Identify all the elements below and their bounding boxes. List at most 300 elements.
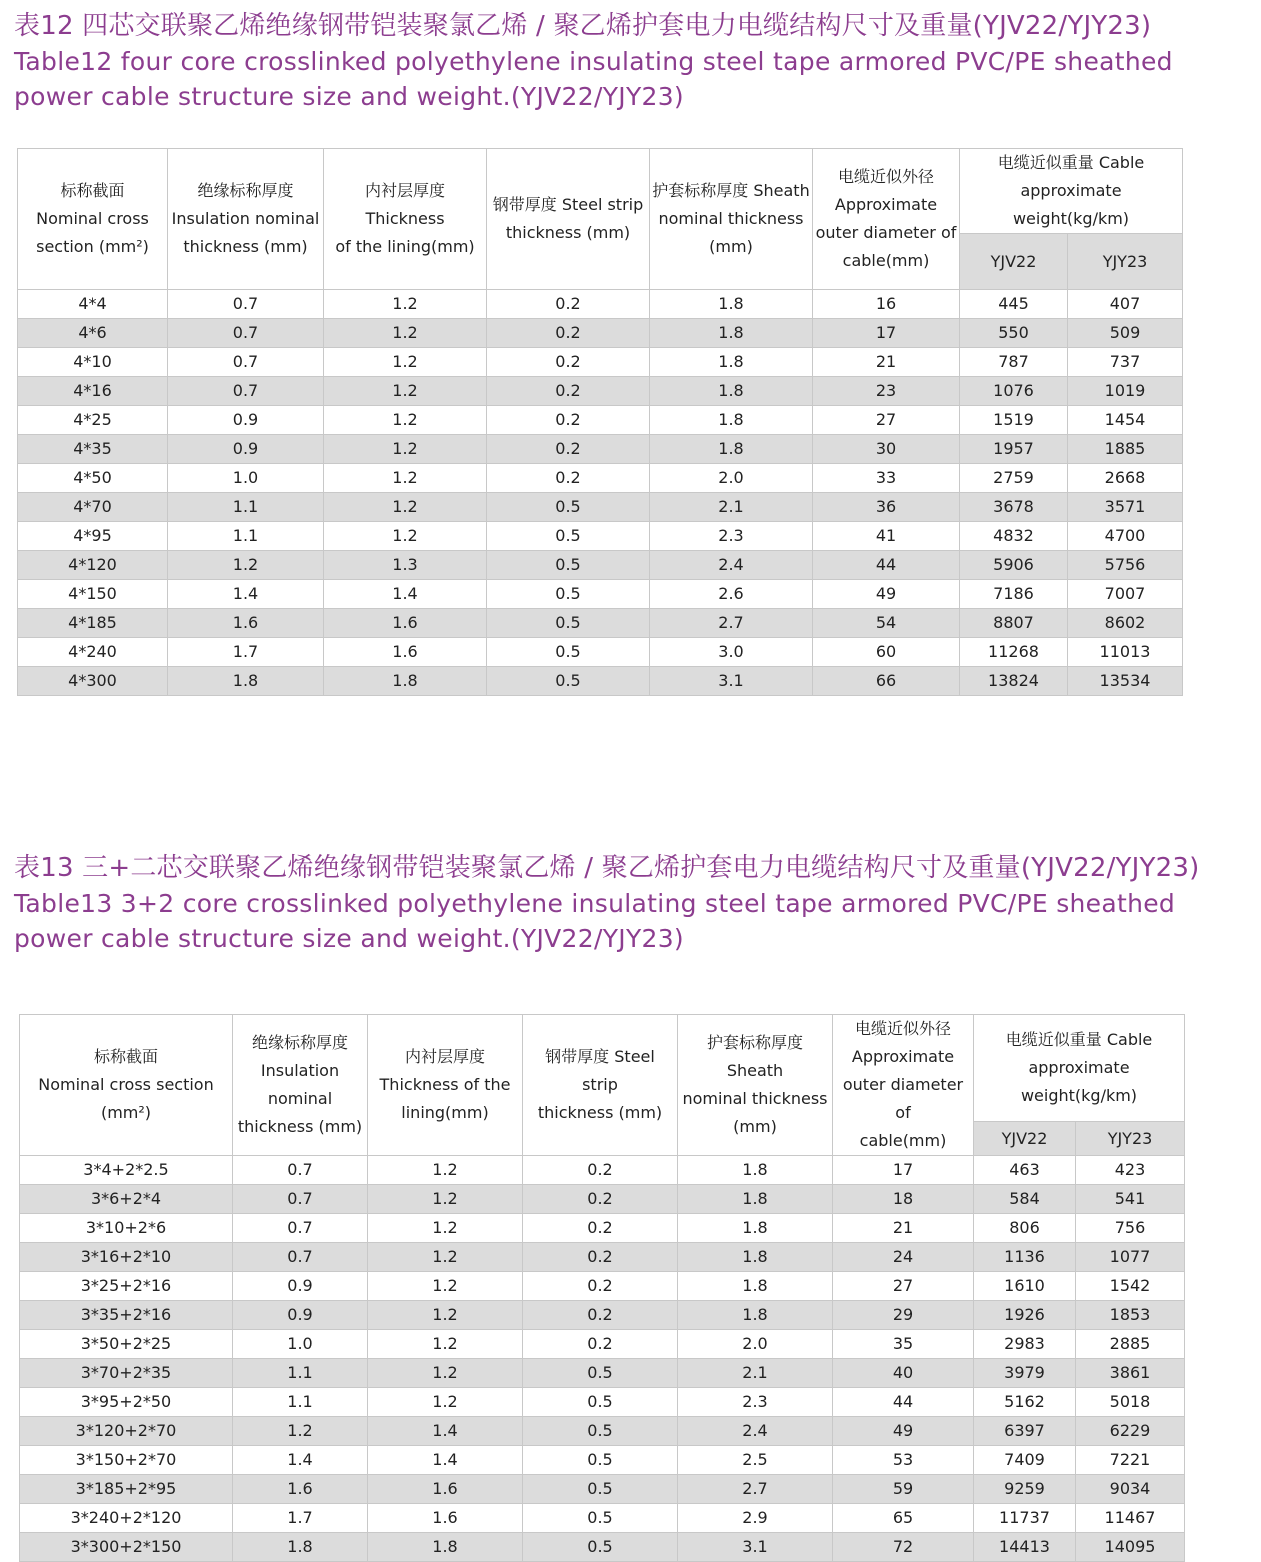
cell-lining: 1.2 bbox=[368, 1214, 523, 1243]
cell-sheath: 1.8 bbox=[650, 348, 813, 377]
header-line: of the lining(mm) bbox=[335, 237, 475, 256]
table13-header bbox=[20, 1015, 1185, 1156]
cell-steel: 0.5 bbox=[523, 1388, 678, 1417]
cell-weight-yjy23: 1019 bbox=[1068, 377, 1183, 406]
cell-steel: 0.2 bbox=[487, 435, 650, 464]
cell-weight-yjv22: 8807 bbox=[960, 609, 1068, 638]
header-line: 电缆近似外径 bbox=[837, 167, 934, 186]
cell-insulation: 0.7 bbox=[233, 1243, 368, 1272]
cell-steel: 0.5 bbox=[487, 493, 650, 522]
cell-weight-yjv22: 2983 bbox=[974, 1330, 1076, 1359]
cell-diameter: 21 bbox=[833, 1214, 974, 1243]
cell-steel: 0.2 bbox=[523, 1301, 678, 1330]
cell-steel: 0.2 bbox=[523, 1272, 678, 1301]
table-row bbox=[20, 1417, 1185, 1446]
cell-sheath: 1.8 bbox=[650, 377, 813, 406]
cell-weight-yjv22: 2759 bbox=[960, 464, 1068, 493]
cell-diameter: 65 bbox=[833, 1504, 974, 1533]
table-row bbox=[20, 1156, 1185, 1185]
cell-section: 4*25 bbox=[18, 406, 168, 435]
cell-insulation: 0.7 bbox=[168, 377, 324, 406]
cell-weight-yjv22: 584 bbox=[974, 1185, 1076, 1214]
cell-lining: 1.2 bbox=[324, 406, 487, 435]
table-row bbox=[18, 667, 1183, 696]
cell-insulation: 1.0 bbox=[168, 464, 324, 493]
cell-lining: 1.2 bbox=[324, 435, 487, 464]
cell-lining: 1.6 bbox=[368, 1504, 523, 1533]
cell-weight-yjy23: 407 bbox=[1068, 290, 1183, 319]
header-line: thickness (mm) bbox=[505, 223, 631, 242]
table-row bbox=[18, 377, 1183, 406]
table12-header bbox=[18, 149, 1183, 290]
table-row bbox=[20, 1301, 1185, 1330]
cell-lining: 1.2 bbox=[368, 1156, 523, 1185]
header-line: 内衬层厚度 bbox=[404, 1047, 485, 1066]
cell-steel: 0.5 bbox=[487, 551, 650, 580]
cell-insulation: 0.9 bbox=[168, 406, 324, 435]
cell-sheath: 1.8 bbox=[650, 290, 813, 319]
table-row bbox=[18, 464, 1183, 493]
cell-weight-yjy23: 13534 bbox=[1068, 667, 1183, 696]
cell-steel: 0.2 bbox=[523, 1185, 678, 1214]
cell-insulation: 1.4 bbox=[233, 1446, 368, 1475]
header-line: lining(mm) bbox=[401, 1103, 489, 1122]
table-row bbox=[20, 1446, 1185, 1475]
table13-body bbox=[20, 1156, 1185, 1562]
table-row bbox=[20, 1504, 1185, 1533]
cell-steel: 0.5 bbox=[523, 1359, 678, 1388]
table13-header-lining bbox=[368, 1015, 523, 1156]
cell-weight-yjv22: 6397 bbox=[974, 1417, 1076, 1446]
cell-section: 3*6+2*4 bbox=[20, 1185, 233, 1214]
cell-steel: 0.5 bbox=[523, 1504, 678, 1533]
cell-diameter: 33 bbox=[813, 464, 960, 493]
cell-lining: 1.3 bbox=[324, 551, 487, 580]
cell-weight-yjv22: 1076 bbox=[960, 377, 1068, 406]
header-line: weight(kg/km) bbox=[1020, 1086, 1138, 1106]
cell-sheath: 1.8 bbox=[678, 1156, 833, 1185]
cell-insulation: 1.8 bbox=[233, 1533, 368, 1562]
cell-sheath: 2.1 bbox=[650, 493, 813, 522]
header-line: 绝缘标称厚度 bbox=[251, 1033, 348, 1052]
cell-sheath: 2.1 bbox=[678, 1359, 833, 1388]
header-line: outer diameter of bbox=[815, 223, 957, 242]
cell-insulation: 0.7 bbox=[233, 1185, 368, 1214]
cell-insulation: 1.4 bbox=[168, 580, 324, 609]
cell-weight-yjy23: 7007 bbox=[1068, 580, 1183, 609]
cell-section: 4*300 bbox=[18, 667, 168, 696]
cell-insulation: 1.8 bbox=[168, 667, 324, 696]
header-line: (mm) bbox=[733, 1117, 777, 1136]
table12 bbox=[17, 148, 1183, 696]
table12-header-insulation bbox=[168, 149, 324, 290]
table-row bbox=[20, 1330, 1185, 1359]
header-line: 护套标称厚度Sheath bbox=[706, 1033, 803, 1080]
cell-steel: 0.5 bbox=[523, 1533, 678, 1562]
cell-insulation: 0.7 bbox=[168, 290, 324, 319]
cell-sheath: 2.9 bbox=[678, 1504, 833, 1533]
cell-diameter: 35 bbox=[833, 1330, 974, 1359]
cell-steel: 0.2 bbox=[487, 319, 650, 348]
table12-body bbox=[18, 290, 1183, 696]
cell-weight-yjv22: 3678 bbox=[960, 493, 1068, 522]
cell-insulation: 1.6 bbox=[168, 609, 324, 638]
table-row bbox=[18, 319, 1183, 348]
cell-diameter: 27 bbox=[833, 1272, 974, 1301]
cell-insulation: 0.9 bbox=[233, 1272, 368, 1301]
cell-sheath: 1.8 bbox=[678, 1301, 833, 1330]
cell-diameter: 29 bbox=[833, 1301, 974, 1330]
table13-header-steel bbox=[523, 1015, 678, 1156]
cell-steel: 0.2 bbox=[523, 1156, 678, 1185]
table-row bbox=[18, 406, 1183, 435]
header-line: 电缆近似重量 Cable bbox=[1005, 1030, 1153, 1050]
cell-weight-yjv22: 1926 bbox=[974, 1301, 1076, 1330]
cell-weight-yjy23: 5756 bbox=[1068, 551, 1183, 580]
cell-diameter: 60 bbox=[813, 638, 960, 667]
cell-sheath: 2.4 bbox=[650, 551, 813, 580]
cell-weight-yjy23: 4700 bbox=[1068, 522, 1183, 551]
cell-insulation: 1.1 bbox=[233, 1359, 368, 1388]
cell-weight-yjy23: 509 bbox=[1068, 319, 1183, 348]
table12-header-lining bbox=[324, 149, 487, 290]
table-row bbox=[18, 551, 1183, 580]
cell-weight-yjv22: 14413 bbox=[974, 1533, 1076, 1562]
cell-section: 3*50+2*25 bbox=[20, 1330, 233, 1359]
cell-diameter: 17 bbox=[833, 1156, 974, 1185]
cell-weight-yjy23: 1542 bbox=[1076, 1272, 1185, 1301]
header-line: 标称截面 bbox=[93, 1047, 158, 1066]
cell-sheath: 2.0 bbox=[678, 1330, 833, 1359]
cell-section: 3*10+2*6 bbox=[20, 1214, 233, 1243]
cell-lining: 1.4 bbox=[368, 1417, 523, 1446]
cell-weight-yjy23: 7221 bbox=[1076, 1446, 1185, 1475]
cell-steel: 0.2 bbox=[487, 377, 650, 406]
table13-header-weight bbox=[974, 1015, 1185, 1122]
cell-sheath: 1.8 bbox=[678, 1243, 833, 1272]
header-line: nominal bbox=[267, 1089, 333, 1108]
cell-lining: 1.2 bbox=[368, 1330, 523, 1359]
cell-section: 4*240 bbox=[18, 638, 168, 667]
header-line: Thickness of the bbox=[379, 1075, 511, 1094]
cell-section: 4*10 bbox=[18, 348, 168, 377]
cell-sheath: 1.8 bbox=[678, 1214, 833, 1243]
table12-title-cn: 表12 四芯交联聚乙烯绝缘钢带铠装聚氯乙烯 / 聚乙烯护套电力电缆结构尺寸及重量(YJV22/YJY23) bbox=[14, 11, 1152, 41]
header-line: (mm²) bbox=[100, 1103, 152, 1122]
cell-insulation: 1.6 bbox=[233, 1475, 368, 1504]
cell-steel: 0.2 bbox=[487, 464, 650, 493]
cell-section: 3*150+2*70 bbox=[20, 1446, 233, 1475]
cell-lining: 1.2 bbox=[368, 1388, 523, 1417]
header-line: Approximate bbox=[851, 1047, 955, 1066]
cell-weight-yjv22: 1957 bbox=[960, 435, 1068, 464]
cell-lining: 1.2 bbox=[368, 1272, 523, 1301]
header-line: 护套标称厚度 Sheath bbox=[652, 181, 810, 200]
cell-lining: 1.4 bbox=[324, 580, 487, 609]
table-row bbox=[20, 1272, 1185, 1301]
cell-section: 3*185+2*95 bbox=[20, 1475, 233, 1504]
cell-weight-yjy23: 1454 bbox=[1068, 406, 1183, 435]
cell-lining: 1.8 bbox=[368, 1533, 523, 1562]
cell-diameter: 27 bbox=[813, 406, 960, 435]
table12-header-section bbox=[18, 149, 168, 290]
table13-title-en: Table13 3+2 core crosslinked polyethylene insulating steel tape armored PVC/PE sheathed power cable structure size and weight.(YJV22/YJY23) bbox=[14, 889, 1176, 953]
header-line: 标称截面 bbox=[60, 181, 125, 200]
cell-lining: 1.2 bbox=[368, 1301, 523, 1330]
header-line: thickness (mm) bbox=[537, 1103, 663, 1122]
cell-diameter: 66 bbox=[813, 667, 960, 696]
cell-weight-yjy23: 423 bbox=[1076, 1156, 1185, 1185]
cell-diameter: 36 bbox=[813, 493, 960, 522]
table12-header-yjv22: YJV22 bbox=[960, 234, 1068, 290]
cell-steel: 0.5 bbox=[487, 609, 650, 638]
table12-title-en: Table12 four core crosslinked polyethylene insulating steel tape armored PVC/PE sheathed power cable structure size and weight.(YJV22/YJY23) bbox=[14, 47, 1173, 111]
cell-section: 3*4+2*2.5 bbox=[20, 1156, 233, 1185]
table-row bbox=[18, 435, 1183, 464]
cell-diameter: 24 bbox=[833, 1243, 974, 1272]
cell-section: 4*6 bbox=[18, 319, 168, 348]
table12-header-diameter bbox=[813, 149, 960, 290]
header-line: 绝缘标称厚度 bbox=[197, 181, 294, 200]
cell-diameter: 40 bbox=[833, 1359, 974, 1388]
header-line: thickness (mm) bbox=[183, 237, 308, 256]
cell-sheath: 2.7 bbox=[678, 1475, 833, 1504]
cell-lining: 1.2 bbox=[324, 319, 487, 348]
header-line: nominal thickness bbox=[682, 1089, 828, 1108]
cell-section: 3*16+2*10 bbox=[20, 1243, 233, 1272]
table-row bbox=[20, 1533, 1185, 1562]
header-line: nominal thickness bbox=[658, 209, 804, 228]
table13-header-insulation bbox=[233, 1015, 368, 1156]
cell-weight-yjy23: 2668 bbox=[1068, 464, 1183, 493]
cell-insulation: 1.1 bbox=[233, 1388, 368, 1417]
cell-steel: 0.2 bbox=[487, 290, 650, 319]
cell-sheath: 2.3 bbox=[678, 1388, 833, 1417]
cell-sheath: 3.0 bbox=[650, 638, 813, 667]
cell-steel: 0.2 bbox=[487, 406, 650, 435]
cell-diameter: 17 bbox=[813, 319, 960, 348]
table13-title-cn: 表13 三+二芯交联聚乙烯绝缘钢带铠装聚氯乙烯 / 聚乙烯护套电力电缆结构尺寸及重量(YJV22/YJY23) bbox=[14, 853, 1200, 883]
cell-steel: 0.5 bbox=[487, 522, 650, 551]
table13 bbox=[19, 1014, 1185, 1562]
cell-section: 3*70+2*35 bbox=[20, 1359, 233, 1388]
cell-weight-yjy23: 756 bbox=[1076, 1214, 1185, 1243]
cell-weight-yjv22: 7186 bbox=[960, 580, 1068, 609]
cell-diameter: 23 bbox=[813, 377, 960, 406]
header-line: 内衬层厚度 Thickness bbox=[364, 181, 445, 228]
cell-weight-yjv22: 3979 bbox=[974, 1359, 1076, 1388]
header-line: cable(mm) bbox=[859, 1131, 947, 1150]
cell-diameter: 72 bbox=[833, 1533, 974, 1562]
cell-weight-yjy23: 3861 bbox=[1076, 1359, 1185, 1388]
cell-insulation: 1.7 bbox=[233, 1504, 368, 1533]
table-row bbox=[20, 1243, 1185, 1272]
header-line: approximate bbox=[1028, 1058, 1130, 1078]
cell-insulation: 0.7 bbox=[168, 319, 324, 348]
cell-section: 3*240+2*120 bbox=[20, 1504, 233, 1533]
cell-sheath: 1.8 bbox=[650, 319, 813, 348]
cell-sheath: 1.8 bbox=[650, 435, 813, 464]
table13-header-section bbox=[20, 1015, 233, 1156]
cell-sheath: 3.1 bbox=[650, 667, 813, 696]
cell-weight-yjv22: 13824 bbox=[960, 667, 1068, 696]
cell-steel: 0.2 bbox=[523, 1243, 678, 1272]
cell-diameter: 53 bbox=[833, 1446, 974, 1475]
cell-weight-yjy23: 14095 bbox=[1076, 1533, 1185, 1562]
table-row bbox=[18, 609, 1183, 638]
cell-section: 3*35+2*16 bbox=[20, 1301, 233, 1330]
cell-steel: 0.2 bbox=[523, 1214, 678, 1243]
cell-sheath: 2.6 bbox=[650, 580, 813, 609]
header-line: 钢带厚度 Steel strip bbox=[545, 1047, 655, 1094]
cell-lining: 1.2 bbox=[368, 1243, 523, 1272]
cell-section: 4*185 bbox=[18, 609, 168, 638]
header-line: approximate weight(kg/km) bbox=[1012, 181, 1130, 228]
table-row bbox=[20, 1388, 1185, 1417]
cell-section: 4*16 bbox=[18, 377, 168, 406]
cell-section: 4*150 bbox=[18, 580, 168, 609]
table12-header-steel bbox=[487, 149, 650, 290]
table-row bbox=[18, 522, 1183, 551]
table-row bbox=[18, 493, 1183, 522]
cell-insulation: 0.7 bbox=[233, 1156, 368, 1185]
cell-weight-yjv22: 1519 bbox=[960, 406, 1068, 435]
cell-weight-yjv22: 11268 bbox=[960, 638, 1068, 667]
cell-lining: 1.6 bbox=[324, 638, 487, 667]
cell-weight-yjv22: 550 bbox=[960, 319, 1068, 348]
cell-weight-yjy23: 9034 bbox=[1076, 1475, 1185, 1504]
cell-weight-yjy23: 11013 bbox=[1068, 638, 1183, 667]
header-line: thickness (mm) bbox=[237, 1117, 363, 1136]
header-line: cable(mm) bbox=[842, 251, 930, 270]
table-row bbox=[20, 1359, 1185, 1388]
cell-lining: 1.2 bbox=[324, 290, 487, 319]
cell-insulation: 0.7 bbox=[233, 1214, 368, 1243]
cell-weight-yjy23: 6229 bbox=[1076, 1417, 1185, 1446]
cell-sheath: 1.8 bbox=[650, 406, 813, 435]
cell-steel: 0.5 bbox=[523, 1475, 678, 1504]
table-row bbox=[18, 580, 1183, 609]
cell-lining: 1.2 bbox=[324, 493, 487, 522]
table12-header-weight bbox=[960, 149, 1183, 234]
cell-lining: 1.2 bbox=[368, 1359, 523, 1388]
cell-weight-yjy23: 11467 bbox=[1076, 1504, 1185, 1533]
cell-section: 4*120 bbox=[18, 551, 168, 580]
cell-weight-yjy23: 1885 bbox=[1068, 435, 1183, 464]
cell-insulation: 1.1 bbox=[168, 493, 324, 522]
cell-weight-yjy23: 541 bbox=[1076, 1185, 1185, 1214]
cell-sheath: 3.1 bbox=[678, 1533, 833, 1562]
cell-insulation: 1.7 bbox=[168, 638, 324, 667]
cell-sheath: 2.7 bbox=[650, 609, 813, 638]
table12-header-yjy23: YJY23 bbox=[1068, 234, 1183, 290]
header-line: Nominal cross bbox=[36, 209, 149, 228]
cell-diameter: 49 bbox=[833, 1417, 974, 1446]
cell-section: 3*25+2*16 bbox=[20, 1272, 233, 1301]
cell-steel: 0.5 bbox=[523, 1417, 678, 1446]
cell-diameter: 54 bbox=[813, 609, 960, 638]
cell-lining: 1.4 bbox=[368, 1446, 523, 1475]
cell-weight-yjy23: 3571 bbox=[1068, 493, 1183, 522]
header-line: Nominal cross section bbox=[38, 1075, 214, 1094]
cell-insulation: 0.9 bbox=[233, 1301, 368, 1330]
cell-insulation: 1.2 bbox=[168, 551, 324, 580]
cell-weight-yjv22: 1610 bbox=[974, 1272, 1076, 1301]
cell-diameter: 21 bbox=[813, 348, 960, 377]
cell-steel: 0.5 bbox=[487, 667, 650, 696]
cell-weight-yjv22: 463 bbox=[974, 1156, 1076, 1185]
cell-section: 3*120+2*70 bbox=[20, 1417, 233, 1446]
table-row bbox=[18, 348, 1183, 377]
table-row bbox=[18, 638, 1183, 667]
header-line: Approximate bbox=[834, 195, 938, 214]
cell-insulation: 1.1 bbox=[168, 522, 324, 551]
cell-steel: 0.5 bbox=[487, 580, 650, 609]
cell-lining: 1.2 bbox=[324, 522, 487, 551]
cell-sheath: 2.5 bbox=[678, 1446, 833, 1475]
cell-steel: 0.2 bbox=[523, 1330, 678, 1359]
cell-diameter: 49 bbox=[813, 580, 960, 609]
cell-steel: 0.2 bbox=[487, 348, 650, 377]
header-line: section (mm²) bbox=[36, 237, 149, 256]
cell-weight-yjv22: 9259 bbox=[974, 1475, 1076, 1504]
cell-lining: 1.8 bbox=[324, 667, 487, 696]
cell-sheath: 2.4 bbox=[678, 1417, 833, 1446]
table13-header-diameter bbox=[833, 1015, 974, 1156]
cell-diameter: 44 bbox=[813, 551, 960, 580]
cell-weight-yjv22: 5162 bbox=[974, 1388, 1076, 1417]
cell-diameter: 30 bbox=[813, 435, 960, 464]
cell-section: 3*95+2*50 bbox=[20, 1388, 233, 1417]
cell-diameter: 44 bbox=[833, 1388, 974, 1417]
header-line: 电缆近似重量 Cable bbox=[997, 153, 1145, 172]
cell-steel: 0.5 bbox=[523, 1446, 678, 1475]
cell-lining: 1.2 bbox=[324, 464, 487, 493]
cell-weight-yjy23: 5018 bbox=[1076, 1388, 1185, 1417]
cell-lining: 1.2 bbox=[324, 377, 487, 406]
cell-steel: 0.5 bbox=[487, 638, 650, 667]
header-line: Insulation bbox=[260, 1061, 340, 1080]
cell-weight-yjy23: 8602 bbox=[1068, 609, 1183, 638]
cell-section: 4*70 bbox=[18, 493, 168, 522]
cell-weight-yjv22: 787 bbox=[960, 348, 1068, 377]
cell-weight-yjy23: 1077 bbox=[1076, 1243, 1185, 1272]
cell-section: 4*4 bbox=[18, 290, 168, 319]
table12-header-sheath bbox=[650, 149, 813, 290]
header-line: outer diameter of bbox=[842, 1075, 964, 1122]
cell-insulation: 0.7 bbox=[168, 348, 324, 377]
cell-section: 3*300+2*150 bbox=[20, 1533, 233, 1562]
header-line: Insulation nominal bbox=[171, 209, 320, 228]
cell-weight-yjv22: 11737 bbox=[974, 1504, 1076, 1533]
cell-sheath: 1.8 bbox=[678, 1185, 833, 1214]
cell-lining: 1.2 bbox=[368, 1185, 523, 1214]
header-line: (mm) bbox=[709, 237, 753, 256]
cell-weight-yjv22: 4832 bbox=[960, 522, 1068, 551]
cell-diameter: 59 bbox=[833, 1475, 974, 1504]
cell-section: 4*50 bbox=[18, 464, 168, 493]
cell-lining: 1.6 bbox=[324, 609, 487, 638]
cell-insulation: 1.2 bbox=[233, 1417, 368, 1446]
cell-weight-yjy23: 1853 bbox=[1076, 1301, 1185, 1330]
cell-insulation: 0.9 bbox=[168, 435, 324, 464]
cell-diameter: 18 bbox=[833, 1185, 974, 1214]
cell-weight-yjv22: 1136 bbox=[974, 1243, 1076, 1272]
cell-weight-yjv22: 445 bbox=[960, 290, 1068, 319]
cell-lining: 1.2 bbox=[324, 348, 487, 377]
cell-weight-yjv22: 5906 bbox=[960, 551, 1068, 580]
cell-weight-yjv22: 7409 bbox=[974, 1446, 1076, 1475]
